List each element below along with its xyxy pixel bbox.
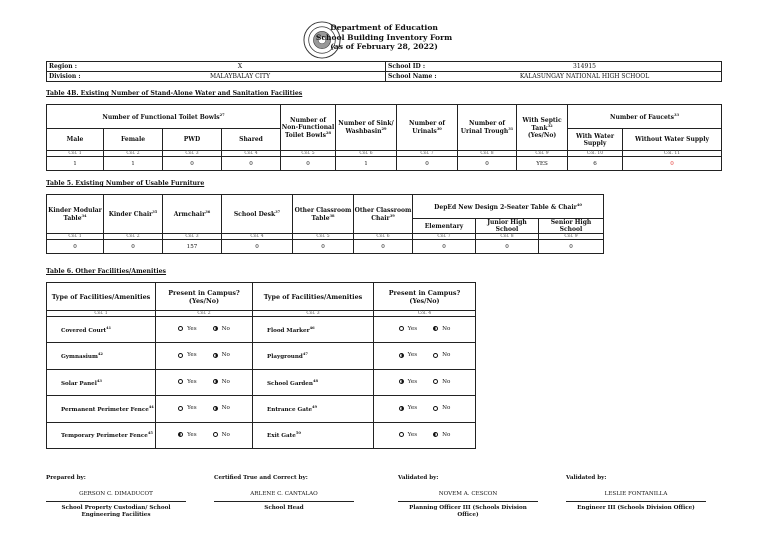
facility-label: Solar Panel$^{43}$ — [47, 369, 156, 395]
yes-radio[interactable]: Yes — [399, 352, 417, 358]
septic-header: With Septic Tank$^{32}$ (Yes/No) — [517, 105, 568, 151]
signatory-title: Planning Officer III (Schools Division Office) — [398, 501, 538, 520]
form-date: (as of February 28, 2022) — [330, 42, 438, 52]
radio-icon — [213, 406, 218, 411]
radio-icon — [178, 432, 183, 437]
form-title: School Building Inventory Form — [315, 32, 453, 42]
radio-icon — [399, 353, 404, 358]
facility-label: Entrance Gate$^{49}$ — [253, 396, 374, 422]
signatory-name: GERSON C. DIMADUCOT — [79, 491, 153, 497]
table-row — [47, 396, 476, 422]
form-header — [0, 23, 768, 52]
signature-label: Certified True and Correct by: — [214, 475, 308, 481]
no-radio[interactable]: No — [213, 432, 230, 438]
other-table-header: Other Classroom Table$^{38}$ — [293, 195, 354, 234]
armchair-header: Armchair$^{36}$ — [163, 195, 222, 234]
yes-no-radio-group — [156, 317, 253, 343]
signatory-title: School Property Custodian/ School Engineering Facilities — [46, 501, 186, 520]
signature-label: Validated by: — [566, 475, 607, 481]
radio-icon — [433, 406, 438, 411]
table-row — [47, 343, 476, 369]
dept-title: Department of Education — [330, 23, 438, 32]
yes-radio[interactable]: Yes — [399, 326, 417, 332]
radio-icon — [213, 353, 218, 358]
other-chair-header: Other Classroom Chair$^{39}$ — [354, 195, 413, 234]
with-water-header: With Water Supply — [568, 129, 623, 151]
yes-no-radio-group — [374, 343, 476, 369]
radio-icon — [213, 326, 218, 331]
yes-radio[interactable]: Yes — [178, 379, 196, 385]
facility-label: School Garden$^{48}$ — [253, 369, 374, 395]
urinals-header: Number of Urinals$^{30}$ — [397, 105, 458, 151]
yes-no-radio-group — [374, 396, 476, 422]
yes-radio[interactable]: Yes — [399, 405, 417, 411]
yes-radio[interactable]: Yes — [178, 326, 196, 332]
no-radio[interactable]: No — [433, 379, 450, 385]
signatory-name: ARLENE C. CANTALAO — [250, 491, 318, 497]
present-header-left: Present in Campus? (Yes/No) — [156, 283, 253, 311]
radio-icon — [213, 379, 218, 384]
facility-label: Flood Marker$^{46}$ — [253, 317, 374, 343]
facility-label: Temporary Perimeter Fence$^{45}$ — [47, 422, 156, 448]
signature-block — [566, 475, 706, 512]
table-row: 0 0 157 0 0 0 0 0 0 — [47, 240, 604, 254]
yes-no-radio-group — [374, 369, 476, 395]
region-label: Region : — [47, 62, 96, 72]
signatory-name: NOVEM A. CESCON — [438, 491, 498, 497]
table-row — [47, 422, 476, 448]
yes-no-radio-group — [374, 317, 476, 343]
trough-header: Number of Urinal Trough$^{31}$ — [458, 105, 517, 151]
yes-no-radio-group — [374, 422, 476, 448]
no-radio[interactable]: No — [433, 432, 450, 438]
type-header-right: Type of Facilities/Amenities — [253, 283, 374, 311]
elementary-header: Elementary — [413, 219, 476, 234]
school-desk-header: School Desk$^{37}$ — [222, 195, 293, 234]
table-row: 1 1 0 0 0 1 0 0 YES 6 0 — [47, 157, 722, 171]
school-name-value: KALASUNGAY NATIONAL HIGH SCHOOL — [448, 72, 722, 82]
table-4b-title: Table 4B. Existing Number of Stand-Alone Water and Sanitation Facilities — [46, 90, 303, 97]
col-label-row: Col. 1 Col. 2 Col. 3 Col. 4 Col. 5 Col. 6 Col. 7 Col. 8 Col. 9 Col. 10 Col. 11 — [47, 151, 722, 157]
yes-no-radio-group — [156, 369, 253, 395]
table-6-title: Table 6. Other Facilities/Amenities — [46, 268, 167, 275]
table-row — [47, 317, 476, 343]
radio-icon — [399, 406, 404, 411]
division-label: Division : — [47, 72, 96, 82]
yes-radio[interactable]: Yes — [178, 432, 196, 438]
school-id-label: School ID : — [386, 62, 449, 72]
sink-header: Number of Sink/ Washbasin$^{29}$ — [336, 105, 397, 151]
division-value: MALAYBALAY CITY — [95, 72, 386, 82]
radio-icon — [433, 326, 438, 331]
radio-icon — [399, 432, 404, 437]
yes-no-radio-group — [156, 343, 253, 369]
col-label-row: Col. 1 Col. 2 Col. 3 Col. 4 — [47, 311, 476, 317]
no-radio[interactable]: No — [213, 379, 230, 385]
signature-block — [214, 475, 354, 512]
yes-radio[interactable]: Yes — [178, 352, 196, 358]
no-radio[interactable]: No — [433, 326, 450, 332]
signatory-title: Engineer III (Schools Division Office) — [566, 501, 706, 512]
no-radio[interactable]: No — [213, 405, 230, 411]
deped-design-header: DepEd New Design 2-Seater Table & Chair$^{40}$ — [413, 195, 604, 219]
facility-label: Permanent Perimeter Fence$^{44}$ — [47, 396, 156, 422]
signature-block — [398, 475, 538, 520]
signature-label: Prepared by: — [46, 475, 86, 481]
jhs-header: Junior High School — [476, 219, 539, 234]
radio-icon — [433, 353, 438, 358]
kinder-table-header: Kinder Modular Table$^{34}$ — [47, 195, 104, 234]
no-radio[interactable]: No — [213, 326, 230, 332]
radio-icon — [178, 379, 183, 384]
radio-icon — [178, 353, 183, 358]
type-header-left: Type of Facilities/Amenities — [47, 283, 156, 311]
signatory-name: LESLIE FONTANILLA — [604, 491, 668, 497]
no-radio[interactable]: No — [213, 352, 230, 358]
no-radio[interactable]: No — [433, 352, 450, 358]
yes-radio[interactable]: Yes — [178, 405, 196, 411]
male-header: Male — [47, 129, 104, 151]
shs-header: Senior High School — [539, 219, 604, 234]
faucets-header: Number of Faucets$^{33}$ — [568, 105, 722, 129]
yes-no-radio-group — [156, 396, 253, 422]
signature-label: Validated by: — [398, 475, 439, 481]
school-name-label: School Name : — [386, 72, 449, 82]
no-radio[interactable]: No — [433, 405, 450, 411]
signature-block — [46, 475, 186, 520]
radio-icon — [178, 406, 183, 411]
radio-icon — [399, 379, 404, 384]
col-label-row: Col. 1 Col. 2 Col. 3 Col. 4 Col. 5 Col. 6 Col. 7 Col. 8 Col. 9 — [47, 234, 604, 240]
facility-label: Playground$^{47}$ — [253, 343, 374, 369]
facility-label: Covered Court$^{41}$ — [47, 317, 156, 343]
table-5 — [46, 194, 604, 254]
kinder-chair-header: Kinder Chair$^{35}$ — [104, 195, 163, 234]
facility-label: Gymnasium$^{42}$ — [47, 343, 156, 369]
yes-no-radio-group — [156, 422, 253, 448]
signatory-title: School Head — [214, 501, 354, 512]
nonfunc-header: Number of Non-Functional Toilet Bowls$^{28}$ — [281, 105, 336, 151]
table-6 — [46, 282, 476, 449]
radio-icon — [178, 326, 183, 331]
school-info-table — [46, 61, 722, 82]
toilet-group-header: Number of Functional Toilet Bowls$^{27}$ — [47, 105, 281, 129]
present-header-right: Present in Campus? (Yes/No) — [374, 283, 476, 311]
table-4b — [46, 104, 722, 171]
radio-icon — [399, 326, 404, 331]
region-value: X — [95, 62, 386, 72]
radio-icon — [213, 432, 218, 437]
without-water-header: Without Water Supply — [623, 129, 722, 151]
radio-icon — [433, 379, 438, 384]
table-row — [47, 369, 476, 395]
shared-header: Shared — [222, 129, 281, 151]
radio-icon — [433, 432, 438, 437]
yes-radio[interactable]: Yes — [399, 432, 417, 438]
yes-radio[interactable]: Yes — [399, 379, 417, 385]
pwd-header: PWD — [163, 129, 222, 151]
female-header: Female — [104, 129, 163, 151]
facility-label: Exit Gate$^{50}$ — [253, 422, 374, 448]
school-id-value: 314915 — [448, 62, 722, 72]
table-5-title: Table 5. Existing Number of Usable Furniture — [46, 180, 205, 187]
